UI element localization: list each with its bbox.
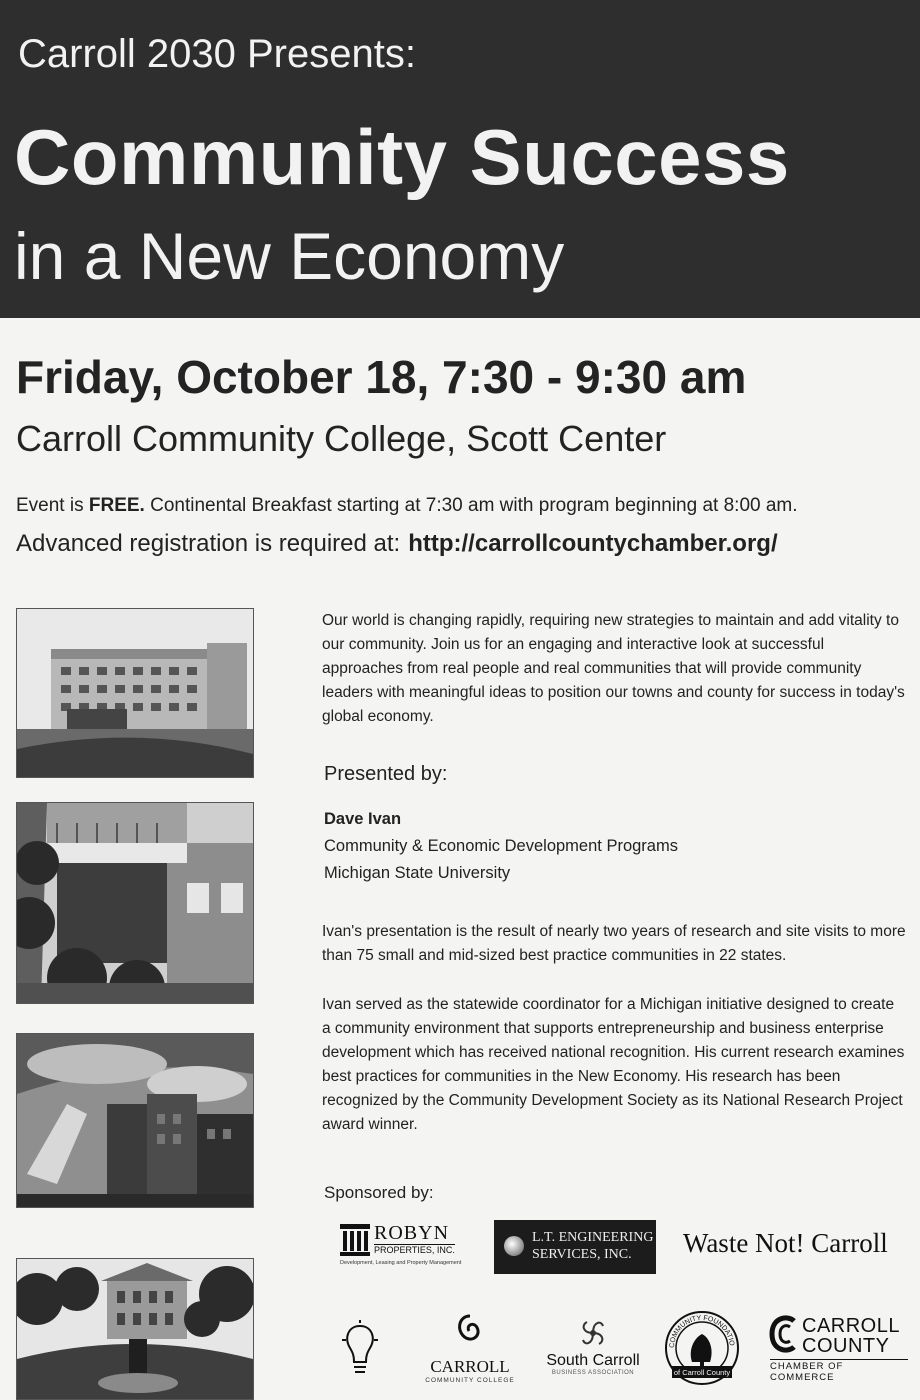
photo-town-skyline	[16, 1033, 254, 1208]
robyn-sub: PROPERTIES, INC.	[374, 1245, 455, 1255]
photo-hospital-building	[16, 608, 254, 778]
bio-paragraph-2: Ivan served as the statewide coordinator for a Michigan initiative designed to create a community environment that supports entrepreneurship and business enterprise development which has received national recognition. His current research examines best practices for communities in the New Economy. His research has been recognized by the Community Development Society as its National Research Project award winner.	[322, 996, 905, 1133]
lt-line1: L.T. ENGINEERING	[532, 1230, 654, 1245]
speaker-org: Michigan State University	[324, 864, 511, 882]
sponsored-by-heading: Sponsored by:	[324, 1183, 434, 1202]
south-carroll-logo	[542, 1314, 644, 1390]
carroll-county-chamber-logo	[768, 1315, 908, 1383]
event-datetime: Friday, October 18, 7:30 - 9:30 am	[16, 351, 747, 403]
registration-prefix: Advanced registration is required at:	[16, 530, 401, 557]
historic-building-photo	[17, 1259, 253, 1399]
lightbulb-icon	[340, 1320, 380, 1380]
lt-engineering-logo	[494, 1220, 656, 1274]
waste-not-carroll-logo: Waste Not! Carroll	[683, 1228, 888, 1258]
details-free: FREE.	[88, 495, 145, 516]
robyn-tagline: Development, Leasing and Property Management	[340, 1260, 462, 1266]
registration-url[interactable]: http://carrollcountychamber.org/	[408, 530, 778, 557]
columns-icon	[340, 1224, 370, 1256]
speaker-role: Community & Economic Development Programs	[324, 837, 678, 855]
chamber-line1: CARROLL	[802, 1315, 900, 1337]
event-venue: Carroll Community College, Scott Center	[16, 418, 667, 459]
hospital-building-photo	[17, 609, 253, 777]
speaker-name: Dave Ivan	[324, 810, 402, 828]
pinwheel-icon	[573, 1314, 613, 1352]
globe-icon	[504, 1236, 524, 1256]
south-carroll-sub: BUSINESS ASSOCIATION	[551, 1370, 635, 1376]
chamber-c-icon	[768, 1315, 798, 1353]
speaker-block	[324, 806, 678, 887]
swirl-icon	[450, 1312, 490, 1350]
ccc-sub: COMMUNITY COLLEGE	[425, 1377, 515, 1384]
community-foundation-seal	[664, 1310, 740, 1390]
event-subtitle: in a New Economy	[14, 219, 565, 293]
foundation-band-text: of Carroll County	[673, 1368, 731, 1377]
porch-building-photo	[17, 803, 253, 1003]
event-title: Community Success	[14, 113, 790, 201]
town-skyline-photo	[17, 1034, 253, 1207]
carroll-community-college-logo	[424, 1312, 516, 1388]
registration-line	[16, 530, 778, 558]
intro-paragraph: Our world is changing rapidly, requiring new strategies to maintain and add vitality to our community. Join us for an engaging and interactive look at successful approaches from real people and real communities that will provide community leaders with meaningful ideas to position our towns and county for success in today's global economy.	[322, 612, 905, 725]
lt-line2: SERVICES, INC.	[532, 1247, 632, 1262]
foundation-ring-text: COMMUNITY FOUNDATIO	[668, 1314, 735, 1349]
photo-porch-building	[16, 802, 254, 1004]
chamber-line3: CHAMBER OF COMMERCE	[770, 1359, 908, 1383]
photo-historic-building	[16, 1258, 254, 1400]
south-carroll-name: South Carroll	[546, 1352, 640, 1369]
ccc-name: CARROLL	[430, 1357, 510, 1376]
robyn-properties-logo	[340, 1222, 462, 1268]
robyn-name: ROBYN	[374, 1222, 450, 1244]
presented-by-heading: Presented by:	[324, 763, 448, 785]
presenter-line: Carroll 2030 Presents:	[18, 32, 416, 76]
details-prefix: Event is	[16, 495, 89, 516]
title-banner	[0, 0, 920, 318]
details-rest: Continental Breakfast starting at 7:30 am with program beginning at 8:00 am.	[144, 495, 798, 516]
bio-paragraph-1: Ivan's presentation is the result of nearly two years of research and site visits to more than 75 small and mid-sized best practice communities in 22 states.	[322, 923, 906, 964]
event-details	[16, 495, 798, 517]
chamber-line2: COUNTY	[802, 1335, 890, 1357]
lightbulb-logo	[340, 1320, 380, 1380]
foundation-seal-icon	[664, 1310, 740, 1390]
